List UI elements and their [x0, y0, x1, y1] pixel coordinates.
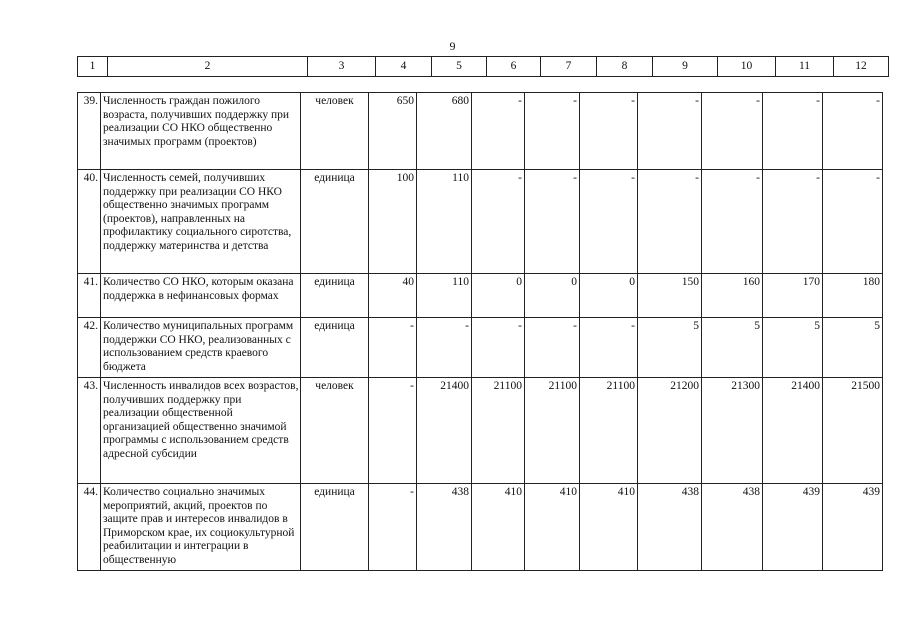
indicators-table — [77, 92, 883, 571]
indicator-name-cell: Численность семей, получивших поддержку при реализации СО НКО общественно значимых программ (проектов), направленных на профилактику социального сиротства, поддержку материнства и детства — [101, 170, 301, 274]
value-cell: 650 — [369, 93, 417, 170]
value-cell: - — [702, 93, 763, 170]
page-number: 9 — [449, 39, 456, 53]
value-cell: - — [369, 378, 417, 484]
value-cell: 410 — [472, 484, 525, 571]
indicator-name-cell: Численность инвалидов всех возрастов, получивших поддержку при реализации общественной организацией общественно значимой программы с использованием средств адресной субсидии — [101, 378, 301, 484]
value-cell: - — [369, 484, 417, 571]
table-row — [78, 484, 883, 571]
value-cell: 439 — [763, 484, 823, 571]
indicator-name-cell: Численность граждан пожилого возраста, получивших поддержку при реализации СО НКО общественно значимых программ (проектов) — [101, 93, 301, 170]
row-number-cell: 43. — [78, 378, 101, 484]
value-cell: - — [472, 170, 525, 274]
unit-cell: единица — [301, 274, 369, 318]
value-cell: 21100 — [525, 378, 580, 484]
column-number-4: 4 — [376, 57, 432, 77]
column-number-7: 7 — [541, 57, 597, 77]
value-cell: 5 — [763, 318, 823, 378]
value-cell: - — [638, 93, 702, 170]
value-cell: 150 — [638, 274, 702, 318]
value-cell: 438 — [417, 484, 472, 571]
value-cell: 21100 — [580, 378, 638, 484]
indicator-name-cell: Количество муниципальных программ поддержки СО НКО, реализованных с использованием средств краевого бюджета — [101, 318, 301, 378]
value-cell: - — [638, 170, 702, 274]
value-cell: 21100 — [472, 378, 525, 484]
table-row — [78, 378, 883, 484]
row-number-cell: 39. — [78, 93, 101, 170]
value-cell: - — [823, 170, 883, 274]
value-cell: - — [702, 170, 763, 274]
value-cell: 5 — [638, 318, 702, 378]
value-cell: 439 — [823, 484, 883, 571]
value-cell: - — [417, 318, 472, 378]
value-cell: 410 — [580, 484, 638, 571]
value-cell: 110 — [417, 170, 472, 274]
unit-cell: человек — [301, 93, 369, 170]
value-cell: 40 — [369, 274, 417, 318]
table-row — [78, 274, 883, 318]
column-number-12: 12 — [834, 57, 889, 77]
value-cell: - — [580, 93, 638, 170]
value-cell: 21400 — [763, 378, 823, 484]
value-cell: 180 — [823, 274, 883, 318]
value-cell: 100 — [369, 170, 417, 274]
value-cell: 5 — [823, 318, 883, 378]
value-cell: - — [369, 318, 417, 378]
column-number-11: 11 — [776, 57, 834, 77]
row-number-cell: 41. — [78, 274, 101, 318]
header-row — [78, 57, 889, 77]
value-cell: - — [823, 93, 883, 170]
value-cell: 438 — [702, 484, 763, 571]
value-cell: 410 — [525, 484, 580, 571]
column-number-1: 1 — [78, 57, 108, 77]
value-cell: 21500 — [823, 378, 883, 484]
value-cell: - — [472, 93, 525, 170]
value-cell: 0 — [472, 274, 525, 318]
indicator-name-cell: Количество социально значимых мероприятий, акций, проектов по защите прав и интересов инвалидов в Приморском крае, их социокультурной реабилитации и интеграции в общественную — [101, 484, 301, 571]
value-cell: - — [763, 170, 823, 274]
column-number-5: 5 — [432, 57, 487, 77]
value-cell: - — [580, 170, 638, 274]
value-cell: - — [525, 170, 580, 274]
table-row — [78, 170, 883, 274]
value-cell: - — [525, 318, 580, 378]
column-number-8: 8 — [597, 57, 653, 77]
value-cell: 438 — [638, 484, 702, 571]
value-cell: - — [525, 93, 580, 170]
value-cell: 5 — [702, 318, 763, 378]
column-number-10: 10 — [718, 57, 776, 77]
value-cell: - — [472, 318, 525, 378]
value-cell: - — [580, 318, 638, 378]
value-cell: 0 — [525, 274, 580, 318]
table-row — [78, 93, 883, 170]
unit-cell: человек — [301, 378, 369, 484]
unit-cell: единица — [301, 484, 369, 571]
column-number-6: 6 — [487, 57, 541, 77]
indicator-name-cell: Количество СО НКО, которым оказана поддержка в нефинансовых формах — [101, 274, 301, 318]
value-cell: 160 — [702, 274, 763, 318]
value-cell: 21200 — [638, 378, 702, 484]
column-number-header — [77, 56, 889, 77]
row-number-cell: 40. — [78, 170, 101, 274]
value-cell: - — [763, 93, 823, 170]
row-number-cell: 44. — [78, 484, 101, 571]
value-cell: 170 — [763, 274, 823, 318]
value-cell: 110 — [417, 274, 472, 318]
table-row — [78, 318, 883, 378]
value-cell: 680 — [417, 93, 472, 170]
column-number-9: 9 — [653, 57, 718, 77]
column-number-3: 3 — [308, 57, 376, 77]
value-cell: 0 — [580, 274, 638, 318]
unit-cell: единица — [301, 318, 369, 378]
value-cell: 21400 — [417, 378, 472, 484]
unit-cell: единица — [301, 170, 369, 274]
value-cell: 21300 — [702, 378, 763, 484]
column-number-2: 2 — [108, 57, 308, 77]
row-number-cell: 42. — [78, 318, 101, 378]
